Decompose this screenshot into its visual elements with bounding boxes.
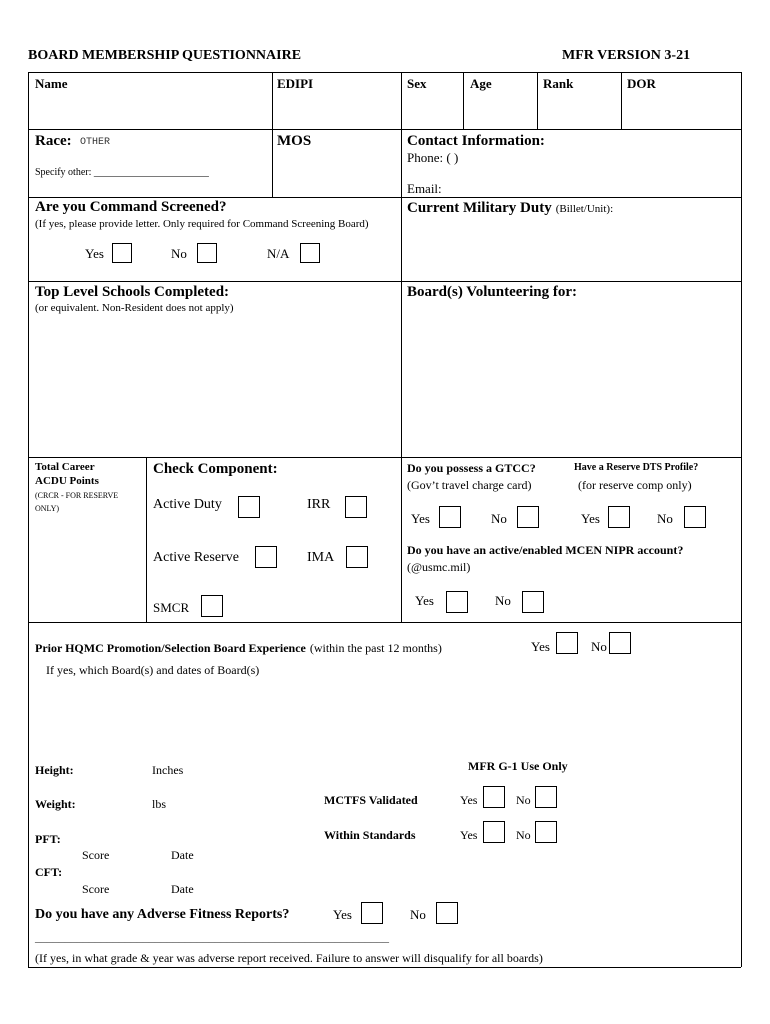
adverse-note: (If yes, in what grade & year was adverse report received. Failure to answer will disqualify for all boards) — [35, 951, 543, 965]
acdu-note-line1: (CRCR - FOR RESERVE — [35, 491, 119, 500]
prior-yes-checkbox[interactable] — [556, 632, 578, 654]
prior-no-checkbox[interactable] — [609, 632, 631, 654]
mos-label: MOS — [277, 133, 312, 149]
gtcc-title: Do you possess a GTCC? — [407, 461, 536, 475]
gtcc-yes-label: Yes — [411, 511, 430, 526]
adverse-no-label: No — [410, 907, 426, 922]
email-label: Email: — [407, 181, 442, 196]
irr-label: IRR — [307, 497, 331, 512]
within-yes-label: Yes — [460, 828, 478, 842]
gtcc-yes-checkbox[interactable] — [439, 506, 461, 528]
adverse-no-checkbox[interactable] — [436, 902, 458, 924]
pft-date-label: Date — [171, 848, 194, 862]
dts-yes-checkbox[interactable] — [608, 506, 630, 528]
component-title: Check Component: — [153, 461, 278, 477]
gtcc-no-checkbox[interactable] — [517, 506, 539, 528]
prior-yes-label: Yes — [531, 639, 550, 654]
form-version: MFR VERSION 3-21 — [562, 48, 691, 63]
schools-note: (or equivalent. Non-Resident does not apply) — [35, 302, 234, 314]
race-specify-other[interactable]: Specify other: _______________________ — [35, 167, 209, 178]
dor-field-label: DOR — [627, 76, 656, 91]
height-label: Height: — [35, 763, 74, 777]
within-standards-label: Within Standards — [324, 828, 416, 842]
edipi-field-label: EDIPI — [277, 76, 314, 91]
within-no-checkbox[interactable] — [535, 821, 557, 843]
active-reserve-label: Active Reserve — [153, 550, 239, 565]
mctfs-yes-checkbox[interactable] — [483, 786, 505, 808]
command-screened-note: (If yes, please provide letter. Only required for Command Screening Board) — [35, 218, 369, 230]
cft-label: CFT: — [35, 865, 63, 879]
mcen-sub: (@usmc.mil) — [407, 560, 471, 574]
active-duty-label: Active Duty — [153, 497, 222, 512]
gtcc-sub: (Gov’t travel charge card) — [407, 478, 532, 492]
dts-yes-label: Yes — [581, 511, 600, 526]
age-field-label: Age — [470, 76, 492, 91]
adverse-yes-checkbox[interactable] — [361, 902, 383, 924]
prior-experience-label: Prior HQMC Promotion/Selection Board Experience (within the past 12 months) — [35, 641, 442, 655]
pft-score-label: Score — [82, 848, 110, 862]
race-label: Race: — [35, 133, 72, 149]
command-na-checkbox[interactable] — [300, 243, 320, 263]
smcr-label: SMCR — [153, 600, 190, 615]
command-yes-label: Yes — [85, 246, 104, 261]
dts-title: Have a Reserve DTS Profile? — [574, 462, 699, 473]
command-na-label: N/A — [267, 246, 290, 261]
mcen-yes-checkbox[interactable] — [446, 591, 468, 613]
mctfs-validated-label: MCTFS Validated — [324, 793, 418, 807]
g1-title: MFR G-1 Use Only — [468, 759, 568, 773]
ima-label: IMA — [307, 550, 335, 565]
race-value[interactable]: OTHER — [80, 137, 111, 148]
gtcc-no-label: No — [491, 511, 507, 526]
dts-sub: (for reserve comp only) — [578, 478, 692, 492]
pft-label: PFT: — [35, 832, 61, 846]
mctfs-no-checkbox[interactable] — [535, 786, 557, 808]
command-no-checkbox[interactable] — [197, 243, 217, 263]
phone-label: Phone: ( ) — [407, 150, 459, 165]
ima-checkbox[interactable] — [346, 546, 368, 568]
irr-checkbox[interactable] — [345, 496, 367, 518]
within-yes-checkbox[interactable] — [483, 821, 505, 843]
command-no-label: No — [171, 246, 187, 261]
adverse-fitness-question: Do you have any Adverse Fitness Reports? — [35, 907, 290, 922]
within-no-label: No — [516, 828, 531, 842]
prior-no-label: No — [591, 639, 607, 654]
sex-field-label: Sex — [407, 76, 427, 91]
schools-title: Top Level Schools Completed: — [35, 284, 230, 300]
dts-no-label: No — [657, 511, 673, 526]
smcr-checkbox[interactable] — [201, 595, 223, 617]
boards-volunteering-title: Board(s) Volunteering for: — [407, 284, 577, 300]
command-yes-checkbox[interactable] — [112, 243, 132, 263]
active-duty-checkbox[interactable] — [238, 496, 260, 518]
contact-label: Contact Information: — [407, 133, 545, 149]
adverse-yes-label: Yes — [333, 907, 352, 922]
acdu-label-line1: Total Career — [35, 461, 95, 473]
mcen-title: Do you have an active/enabled MCEN NIPR account? — [407, 543, 684, 557]
prior-which-boards: If yes, which Board(s) and dates of Board(s) — [46, 663, 260, 677]
mcen-no-label: No — [495, 593, 511, 608]
adverse-answer-line[interactable]: ___________________________________________________________ — [35, 930, 389, 944]
acdu-label-line2: ACDU Points — [35, 475, 99, 487]
mctfs-yes-label: Yes — [460, 793, 478, 807]
inches-label: Inches — [152, 763, 184, 777]
active-reserve-checkbox[interactable] — [255, 546, 277, 568]
mcen-yes-label: Yes — [415, 593, 434, 608]
acdu-note-line2: ONLY) — [35, 504, 60, 513]
command-screened-title: Are you Command Screened? — [35, 199, 227, 215]
rank-field-label: Rank — [543, 76, 574, 91]
name-field-label: Name — [35, 76, 68, 91]
lbs-label: lbs — [152, 797, 167, 811]
current-duty-label: Current Military Duty (Billet/Unit): — [407, 200, 614, 216]
weight-label: Weight: — [35, 797, 76, 811]
cft-score-label: Score — [82, 882, 110, 896]
mctfs-no-label: No — [516, 793, 531, 807]
cft-date-label: Date — [171, 882, 194, 896]
dts-no-checkbox[interactable] — [684, 506, 706, 528]
mcen-no-checkbox[interactable] — [522, 591, 544, 613]
form-title: BOARD MEMBERSHIP QUESTIONNAIRE — [28, 48, 302, 63]
